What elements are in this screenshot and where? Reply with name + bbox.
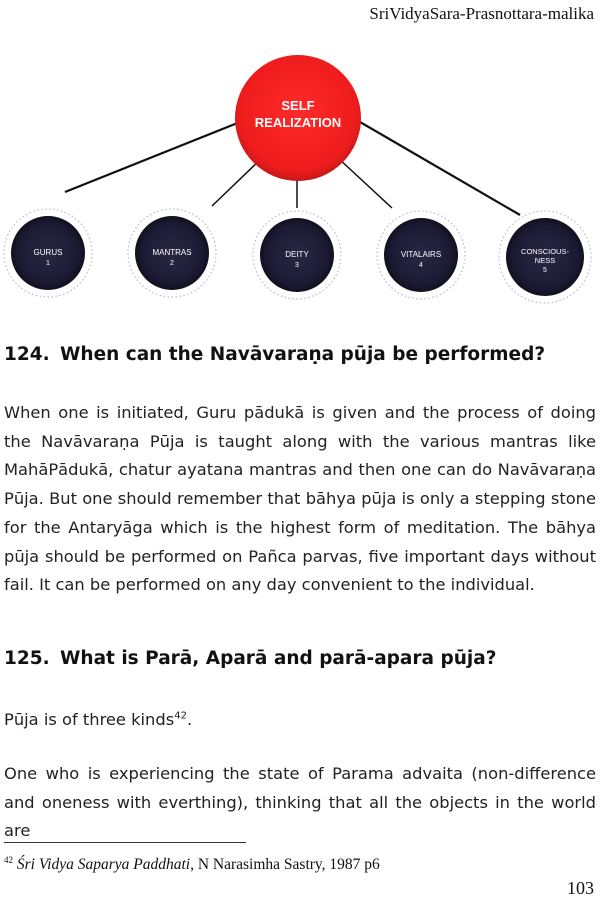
answer-125-period: . (186, 710, 193, 729)
footnote-divider (4, 842, 246, 843)
node-mantras-label: MANTRAS (152, 248, 192, 257)
node-deity-label: DEITY (285, 250, 309, 259)
question-124-title: When can the Navāvaraṇa pūja be performed? (60, 344, 546, 365)
node-consciousness-label-line2: NESS (534, 256, 556, 265)
node-mantras (128, 209, 216, 297)
center-label-line1: SELF (281, 98, 315, 113)
node-consciousness-number: 5 (543, 267, 547, 274)
footnote-mark: 42 (4, 855, 13, 865)
question-124-heading (4, 344, 545, 365)
connector-vitalairs (338, 158, 392, 208)
answer-125-line1 (4, 710, 192, 729)
footnote-reference: 42 (174, 710, 187, 722)
center-node-self-realization (235, 55, 361, 181)
connector-mantras (212, 158, 262, 206)
node-gurus-label: GURUS (33, 248, 63, 257)
node-deity (253, 211, 341, 299)
footnote-citation: , N Narasimha Sastry, 1987 p6 (190, 856, 380, 874)
answer-124-paragraph: When one is initiated, Guru pādukā is given and the process of doing the Navāvaraṇa Pūja is taught along with the various mantras like MahāPādukā, chatur ayatana mantras and then one can do Navāvaraṇa Pūja. But one should remember that bāhya pūja is only a stepping stone for the Antaryāga which is the highest form of meditation. The bāhya pūja should be performed on Pañca parvas, five important days without fail. It can be performed on any day convenient to the individual. (4, 403, 596, 595)
node-vitalairs (377, 211, 465, 299)
node-mantras-number: 2 (170, 260, 174, 267)
answer-125-paragraph: One who is experiencing the state of Parama advaita (non-difference and oneness with everthing), thinking that all the objects in the world are (4, 764, 596, 841)
page-number: 103 (567, 878, 594, 898)
question-124-number: 124. (4, 344, 50, 365)
running-head: SriVidyaSara-Prasnottara-malika (369, 4, 594, 23)
node-consciousness (499, 211, 591, 303)
question-125-number: 125. (4, 648, 50, 669)
center-label-line2: REALIZATION (254, 115, 342, 130)
node-gurus (4, 209, 92, 297)
answer-125-text: Pūja is of three kinds (4, 710, 175, 729)
footnote-title: Śri Vidya Saparya Paddhati (16, 856, 191, 874)
question-125-title: What is Parā, Aparā and parā-apara pūja? (60, 648, 497, 669)
node-deity-number: 3 (295, 262, 299, 269)
question-125-heading (4, 648, 496, 669)
self-realization-diagram (0, 30, 600, 320)
node-vitalairs-label: VITALAIRS (400, 250, 442, 259)
node-vitalairs-number: 4 (419, 262, 423, 269)
node-consciousness-label-line1: CONSCIOUS- (521, 247, 569, 256)
connector-gurus (65, 122, 240, 192)
node-gurus-number: 1 (46, 260, 50, 267)
footnote (4, 855, 380, 874)
